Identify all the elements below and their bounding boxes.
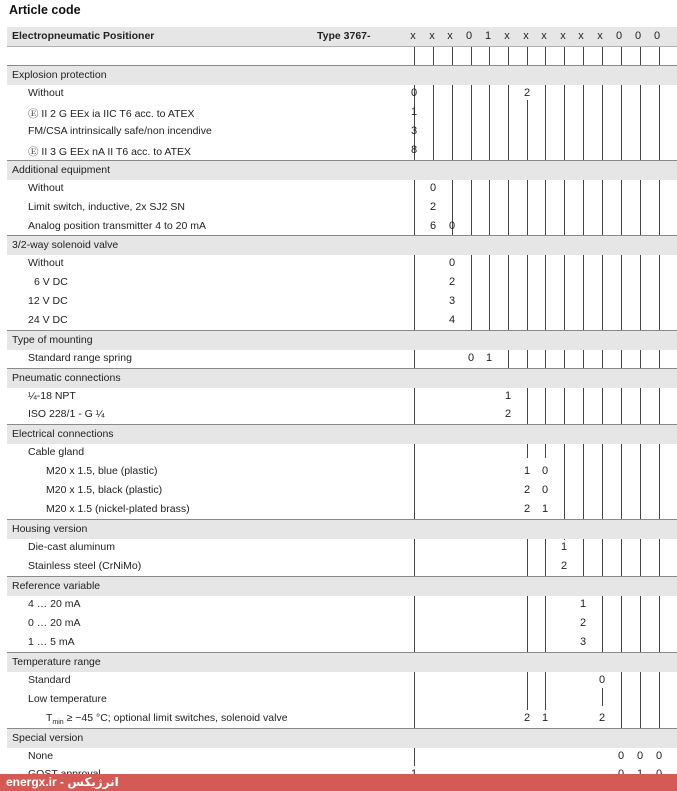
type-number: Type 3767-: [317, 30, 371, 42]
code-digit: 0: [653, 30, 661, 42]
column-line: [527, 100, 528, 458]
code-value: 0: [448, 220, 456, 232]
section-header-housing: [7, 519, 677, 539]
option-row: Stainless steel (CrNiMo): [28, 560, 142, 572]
page-title: Article code: [9, 3, 81, 17]
option-row: Without: [28, 87, 64, 99]
code-value: 0: [541, 465, 549, 477]
code-value: 8: [410, 144, 418, 156]
option-row: FM/CSA intrinsically safe/non incendive: [28, 125, 212, 137]
column-line: [640, 46, 641, 748]
code-value: 1: [560, 541, 568, 553]
code-value: 0: [598, 674, 606, 686]
option-row: M20 x 1.5, black (plastic): [46, 484, 163, 496]
code-value: 3: [410, 125, 418, 137]
code-value: 0: [467, 352, 475, 364]
code-value: 0: [636, 750, 644, 762]
option-row: ISO 228/1 - G ¼: [28, 408, 105, 420]
code-digit: x: [541, 30, 547, 42]
option-row: Ⓔ II 2 G EEx ia IIC T6 acc. to ATEX: [28, 108, 195, 120]
column-line: [527, 524, 528, 710]
section-title: Special version: [12, 732, 84, 744]
code-value: 1: [410, 106, 418, 118]
option-row: 6 V DC: [34, 276, 68, 288]
brand-text: energx.ir - انرژیکس: [6, 775, 119, 789]
section-title: 3/2-way solenoid valve: [12, 239, 119, 251]
section-header-pneumatic: [7, 368, 677, 388]
option-row: Cable gland: [28, 446, 85, 458]
code-value: 2: [523, 712, 531, 724]
option-row: 1 … 5 mA: [28, 636, 75, 648]
option-row: Standard: [28, 674, 71, 686]
section-header-solenoid: [7, 235, 677, 255]
section-title: Explosion protection: [12, 69, 107, 81]
code-digit: 1: [484, 30, 492, 42]
code-digit: x: [578, 30, 584, 42]
option-row: Ⓔ II 3 G EEx nA II T6 acc. to ATEX: [28, 146, 192, 158]
code-value: 6: [429, 220, 437, 232]
code-value: 1: [579, 598, 587, 610]
column-line: [621, 46, 622, 748]
code-digit: x: [447, 30, 453, 42]
code-value: 2: [579, 617, 587, 629]
code-value: 2: [523, 503, 531, 515]
option-row: Analog position transmitter 4 to 20 mA: [28, 220, 207, 232]
code-value: 3: [579, 636, 587, 648]
section-title: Type of mounting: [12, 334, 93, 346]
column-line: [471, 46, 472, 348]
code-value: 2: [448, 276, 456, 288]
column-line: [545, 524, 546, 710]
code-value: 4: [448, 314, 456, 326]
code-value: 1: [485, 352, 493, 364]
code-value: 2: [523, 484, 531, 496]
option-row: M20 x 1.5, blue (plastic): [46, 465, 158, 477]
code-digit: x: [410, 30, 416, 42]
divider: [7, 46, 677, 47]
section-header-temperature: [7, 652, 677, 672]
section-header-mounting: [7, 330, 677, 350]
code-value: 1: [523, 465, 531, 477]
column-line: [602, 688, 603, 706]
column-line: [564, 46, 565, 540]
code-value: 0: [429, 182, 437, 194]
code-digit: 0: [465, 30, 473, 42]
option-row: Without: [28, 257, 64, 269]
code-digit: x: [560, 30, 566, 42]
section-header-reference: [7, 576, 677, 596]
column-line: [583, 46, 584, 594]
section-title: Reference variable: [12, 580, 101, 592]
code-value: 0: [448, 257, 456, 269]
option-row: 4 … 20 mA: [28, 598, 81, 610]
code-value: 0: [410, 87, 418, 99]
code-value: 1: [541, 503, 549, 515]
section-title: Electrical connections: [12, 428, 114, 440]
code-value: 0: [541, 484, 549, 496]
code-digit: 0: [615, 30, 623, 42]
column-line: [489, 46, 490, 348]
code-digit: 0: [634, 30, 642, 42]
tmin-subscript: min: [52, 719, 64, 727]
option-row: Without: [28, 182, 64, 194]
code-value: 0: [655, 750, 663, 762]
option-row: 24 V DC: [28, 314, 68, 326]
option-row: ¼-18 NPT: [28, 390, 76, 402]
code-value: 3: [448, 295, 456, 307]
code-digit: x: [523, 30, 529, 42]
product-name: Electropneumatic Positioner: [12, 30, 155, 42]
section-title: Temperature range: [12, 656, 101, 668]
header-bar: [7, 27, 677, 46]
code-value: 2: [504, 408, 512, 420]
section-header-electrical: [7, 424, 677, 444]
code-value: 2: [560, 560, 568, 572]
code-value: 1: [504, 390, 512, 402]
option-row: Limit switch, inductive, 2x SJ2 SN: [28, 201, 185, 213]
section-title: Pneumatic connections: [12, 372, 121, 384]
tmin-text: ≥ −45 °C; optional limit switches, solenoid valve: [63, 712, 288, 724]
code-value: 2: [598, 712, 606, 724]
column-line: [659, 46, 660, 748]
option-row: Low temperature: [28, 693, 107, 705]
option-row: Standard range spring: [28, 352, 132, 364]
option-row: None: [28, 750, 54, 762]
section-title: Housing version: [12, 523, 88, 535]
section-title: Additional equipment: [12, 164, 111, 176]
code-value: 1: [541, 712, 549, 724]
footer-brand-bar: [0, 774, 677, 791]
code-value: 2: [429, 201, 437, 213]
section-header-additional: [7, 160, 677, 180]
code-value: 0: [617, 750, 625, 762]
section-header-explosion: [7, 65, 677, 85]
code-digit: x: [504, 30, 510, 42]
option-row: [46, 712, 288, 726]
option-row: 12 V DC: [28, 295, 68, 307]
option-row: 0 … 20 mA: [28, 617, 81, 629]
option-row: M20 x 1.5 (nickel-plated brass): [46, 503, 190, 515]
section-header-special: [7, 728, 677, 748]
code-value: 2: [523, 87, 531, 99]
code-digit: x: [429, 30, 435, 42]
option-row: Die-cast aluminum: [28, 541, 115, 553]
tmin-symbol: T: [46, 712, 53, 724]
code-digit: x: [597, 30, 603, 42]
